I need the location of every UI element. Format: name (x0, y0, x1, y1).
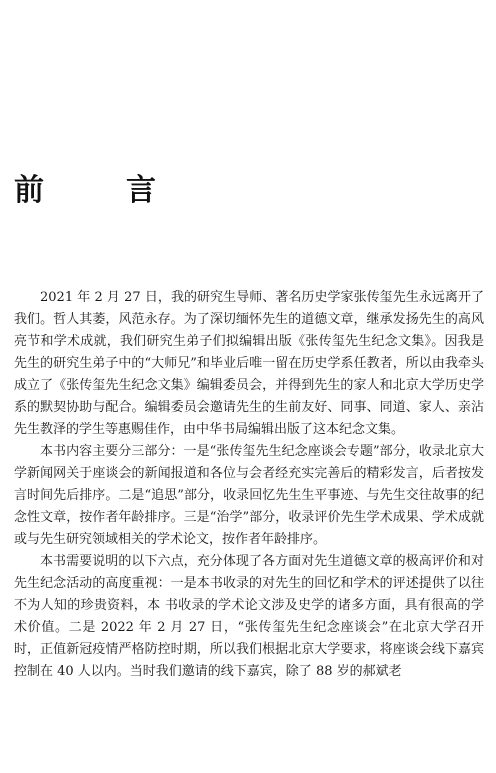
paragraph-3: 本书需要说明的以下六点，充分体现了各方面对先生道德文章的极高评价和对先生纪念活动的高度重视：一是本书收录的对先生的回忆和学术的评述提供了以往不为人知的珍贵资料，本 书收录的学术论文涉及史学的诸多方面，具有很高的学术价值。二是 2022 年 2 月 27 日，“张传玺先生纪念座谈会”在北京大学召开时，正值新冠疫情严格防控时期，所以我们根据北京大学要求，将座谈会线下嘉宾控制在 40 人以内。当时我们邀请的线下嘉宾，除了 88 岁的郝斌老 (14, 554, 484, 679)
paragraph-2: 本书内容主要分三部分：一是“张传玺先生纪念座谈会专题”部分，收录北京大学新闻网关于座谈会的新闻报道和各位与会者经充实完善后的精彩发言，后者按发言时间先后排序。二是“追思”部分，收录回忆先生生平事迹、与先生交往故事的纪念性文章，按作者年龄排序。三是“治学”部分，收录评价先生学术成果、学术成就或与先生研究领域相关的学术论文，按作者年龄排序。 (14, 444, 484, 547)
paragraph-1: 2021 年 2 月 27 日，我的研究生导师、著名历史学家张传玺先生永远离开了我们。哲人其萎，风范永存。为了深切缅怀先生的道德文章，继承发扬先生的高风亮节和学术成就，我们研究生弟子们拟编辑出版《张传玺先生纪念文集》。因我是先生的研究生弟子中的“大师兄”和毕业后唯一留在历史学系任教者，所以由我牵头成立了《张传玺先生纪念文集》编辑委员会，并得到先生的家人和北京大学历史学系的默契协助与配合。编辑委员会邀请先生的生前友好、同事、同道、家人、亲沾先生教泽的学生等惠赐佳作，由中华书局编辑出版了这本纪念文集。 (14, 290, 484, 437)
preface-body (14, 287, 484, 683)
preface-heading: 前 言 (14, 173, 182, 208)
